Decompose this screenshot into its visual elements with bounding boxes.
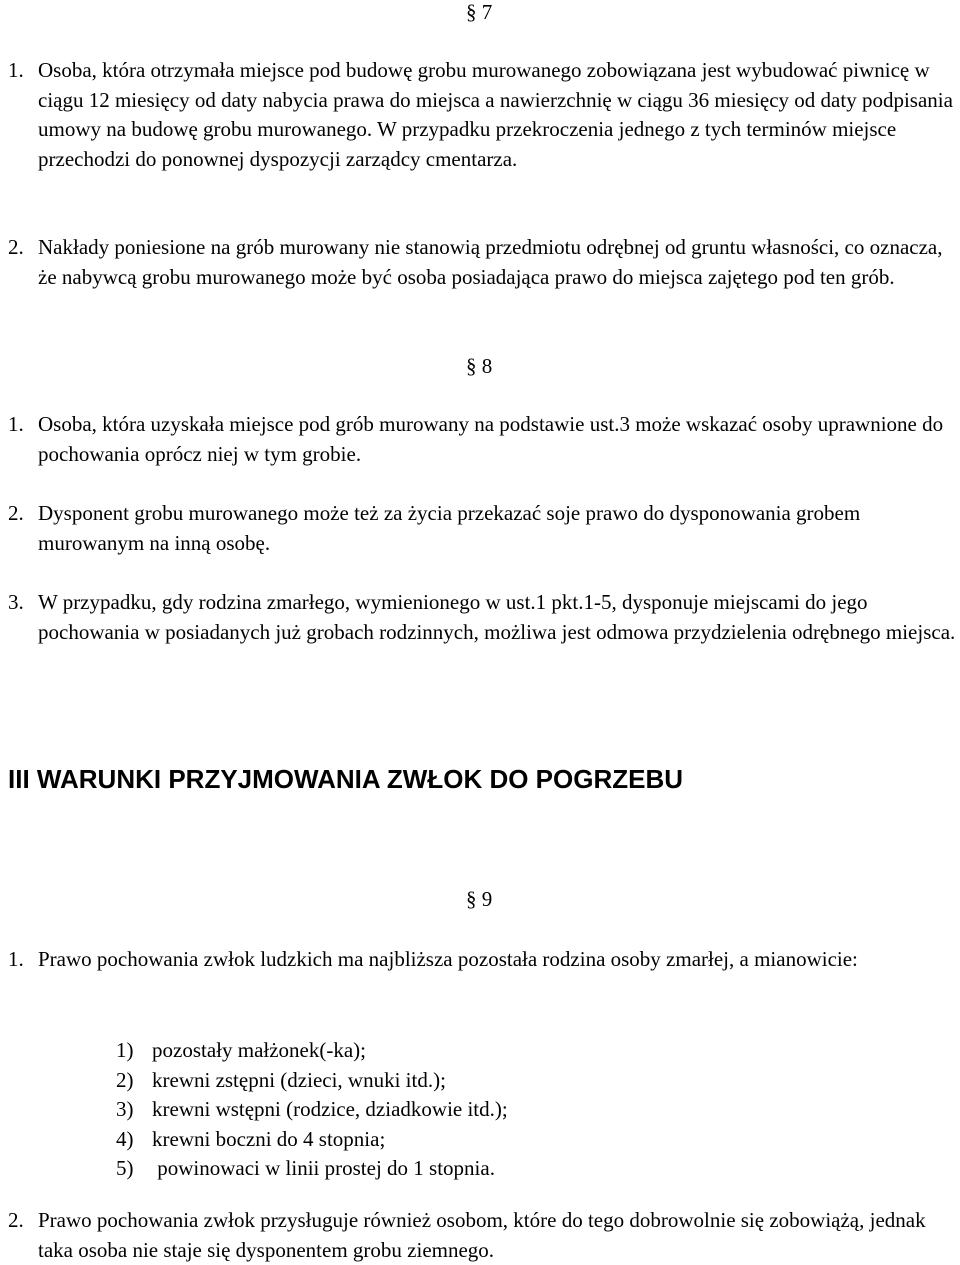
- paragraph-number: 1.: [8, 947, 24, 971]
- paragraph-text: Prawo pochowania zwłok ludzkich ma najbliższa pozostała rodzina osoby zmarłej, a mianowicie:: [38, 947, 858, 971]
- section-8-mark: § 8: [466, 354, 493, 378]
- list-item-text: krewni zstępni (dzieci, wnuki itd.);: [152, 1067, 446, 1092]
- paragraph-text: Osoba, która uzyskała miejsce pod grób murowany na podstawie ust.3 może wskazać osoby uprawnione do pochowania oprócz niej w tym grobie.: [38, 412, 944, 466]
- list-item-text: powinowaci w linii prostej do 1 stopnia.: [152, 1156, 495, 1180]
- list-item-number: 3): [116, 1097, 134, 1121]
- paragraph-text: Osoba, która otrzymała miejsce pod budowę grobu murowanego zobowiązana jest wybudować piwnicę w ciągu 12 miesięcy od daty nabycia prawa do miejsca a nawierzchnię w ciągu 36 miesięcy od daty podpisania umowy na budowę grobu murowanego. W przypadku przekroczenia jednego z tych terminów miejsce przechodzi do ponownej dyspozycji zarządcy cmentarza.: [38, 58, 953, 171]
- section-8-paragraph-3: [8, 588, 960, 647]
- paragraph-text: W przypadku, gdy rodzina zmarłego, wymienionego w ust.1 pkt.1-5, dysponuje miejscami do jego pochowania w posiadanych już grobach rodzinnych, możliwa jest odmowa przydzielenia odrębnego miejsca.: [38, 590, 956, 644]
- relatives-list: [116, 1036, 508, 1184]
- section-7-paragraph-2: [8, 233, 960, 292]
- section-8-paragraph-1: [8, 410, 960, 469]
- paragraph-number: 1.: [8, 412, 24, 436]
- section-9-paragraph-2: [8, 1206, 960, 1265]
- list-item: [116, 1125, 508, 1155]
- list-item-text: krewni boczni do 4 stopnia;: [152, 1126, 386, 1151]
- section-8-paragraph-2: [8, 499, 960, 558]
- list-item-text: pozostały małżonek(-ka);: [152, 1038, 366, 1062]
- list-item: [116, 1036, 508, 1066]
- section-7-paragraph-1: [8, 56, 960, 174]
- list-item-number: 2): [116, 1067, 134, 1092]
- paragraph-text: Prawo pochowania zwłok przysługuje również osobom, które do tego dobrowolnie się zobowiążą, jednak taka osoba nie staje się dysponentem grobu ziemnego.: [38, 1208, 926, 1262]
- paragraph-number: 2.: [8, 235, 24, 259]
- list-item-number: 1): [116, 1038, 134, 1062]
- section-9-paragraph-1: [8, 945, 960, 975]
- section-7-mark: § 7: [466, 0, 493, 24]
- list-item-number: 5): [116, 1156, 134, 1180]
- chapter-heading: III WARUNKI PRZYJMOWANIA ZWŁOK DO POGRZEBU: [8, 764, 684, 794]
- paragraph-text: Dysponent grobu murowanego może też za życia przekazać soje prawo do dysponowania grobem murowanym na inną osobę.: [38, 501, 861, 555]
- paragraph-number: 3.: [8, 590, 24, 614]
- list-item-text: krewni wstępni (rodzice, dziadkowie itd.);: [152, 1097, 508, 1121]
- paragraph-number: 1.: [8, 58, 24, 82]
- list-item: [116, 1154, 508, 1184]
- list-item-number: 4): [116, 1126, 134, 1151]
- list-item: [116, 1066, 508, 1096]
- section-9-mark: § 9: [466, 887, 493, 911]
- list-item: [116, 1095, 508, 1125]
- paragraph-text: Nakłady poniesione na grób murowany nie stanowią przedmiotu odrębnej od gruntu własności, co oznacza, że nabywcą grobu murowanego może być osoba posiadająca prawo do miejsca zajętego pod ten grób.: [38, 235, 943, 289]
- paragraph-number: 2.: [8, 501, 24, 525]
- paragraph-number: 2.: [8, 1208, 24, 1232]
